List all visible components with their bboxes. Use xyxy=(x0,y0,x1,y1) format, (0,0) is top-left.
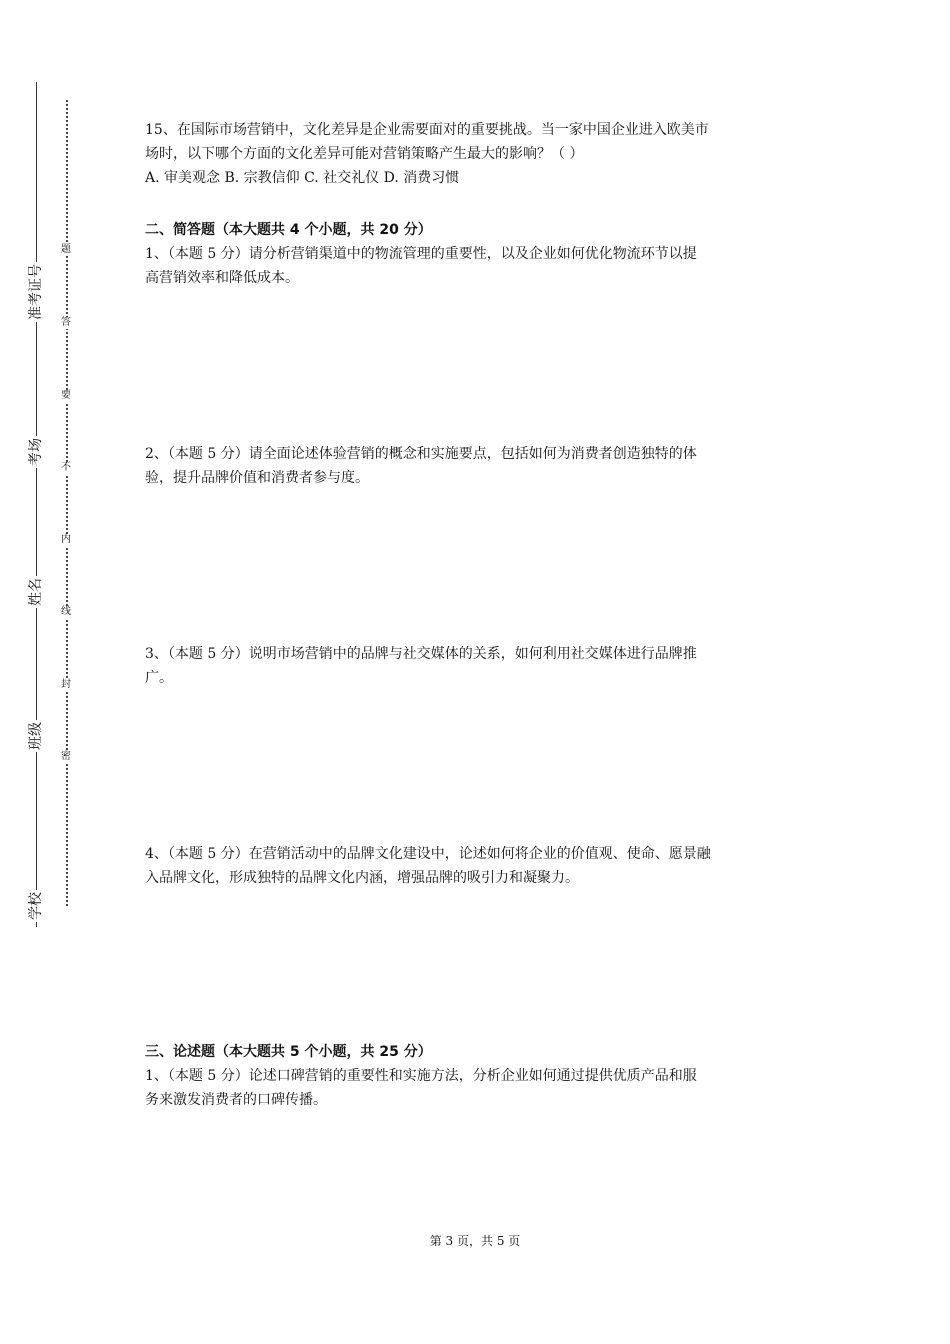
section-3-q1-line2: 务来激发消费者的口碑传播。 xyxy=(145,1092,327,1108)
seal-char-da: 答 xyxy=(58,317,74,329)
section-2-title: 二、简答题（本大题共 4 个小题，共 20 分） xyxy=(145,222,432,238)
school-label: 学校 xyxy=(28,892,44,920)
section-2-question-2 xyxy=(145,442,810,490)
section-2-q1-line2: 高营销效率和降低成本。 xyxy=(145,270,299,286)
section-2-question-4 xyxy=(145,842,810,890)
exam-room-label: 考场 xyxy=(28,438,44,466)
seal-char-mi: 密 xyxy=(58,751,74,763)
page-number: 第 3 页，共 5 页 xyxy=(429,1234,521,1248)
section-2-q2-line1: 2、（本题 5 分）请全面论述体验营销的概念和实施要点，包括如何为消费者创造独特的体 xyxy=(145,446,697,462)
section-3-question-1 xyxy=(145,1064,810,1112)
section-2-q3-line2: 广。 xyxy=(145,670,173,686)
section-3-title: 三、论述题（本大题共 5 个小题，共 25 分） xyxy=(145,1044,432,1060)
section-3-q1-line1: 1、（本题 5 分）论述口碑营销的重要性和实施方法，分析企业如何通过提供优质产品和服 xyxy=(145,1068,697,1084)
exam-number-label: 准考证号 xyxy=(28,264,44,320)
section-2-q4-line1: 4、（本题 5 分）在营销活动中的品牌文化建设中，论述如何将企业的价值观、使命、愿景融 xyxy=(145,846,711,862)
section-2-q3-line1: 3、（本题 5 分）说明市场营销中的品牌与社交媒体的关系，如何利用社交媒体进行品牌推 xyxy=(145,646,697,662)
seal-char-feng: 封 xyxy=(58,679,74,691)
question-15 xyxy=(145,118,810,190)
section-2-q1-line1: 1、（本题 5 分）请分析营销渠道中的物流管理的重要性，以及企业如何优化物流环节以提 xyxy=(145,246,697,262)
seal-char-xian: 线 xyxy=(58,606,74,618)
question-15-options: A. 审美观念 B. 宗教信仰 C. 社交礼仪 D. 消费习惯 xyxy=(145,170,460,186)
question-15-line2: 场时，以下哪个方面的文化差异可能对营销策略产生最大的影响？（ ） xyxy=(145,146,584,162)
seal-char-yao: 要 xyxy=(58,390,74,402)
binding-field-line xyxy=(36,82,37,927)
question-15-line1: 15、在国际市场营销中，文化差异是企业需要面对的重要挑战。当一家中国企业进入欧美市 xyxy=(145,122,709,138)
seal-dotted-line xyxy=(66,100,68,906)
section-2-question-3 xyxy=(145,642,810,690)
seal-char-nei: 内 xyxy=(58,534,74,546)
seal-char-ti: 题 xyxy=(58,244,74,256)
class-label: 班级 xyxy=(28,722,44,750)
section-2-q4-line2: 入品牌文化，形成独特的品牌文化内涵，增强品牌的吸引力和凝聚力。 xyxy=(145,870,579,886)
section-2-question-1 xyxy=(145,242,810,290)
section-2-q2-line2: 验，提升品牌价值和消费者参与度。 xyxy=(145,470,369,486)
name-label: 姓名 xyxy=(28,578,44,606)
seal-char-bu: 不 xyxy=(58,462,74,474)
